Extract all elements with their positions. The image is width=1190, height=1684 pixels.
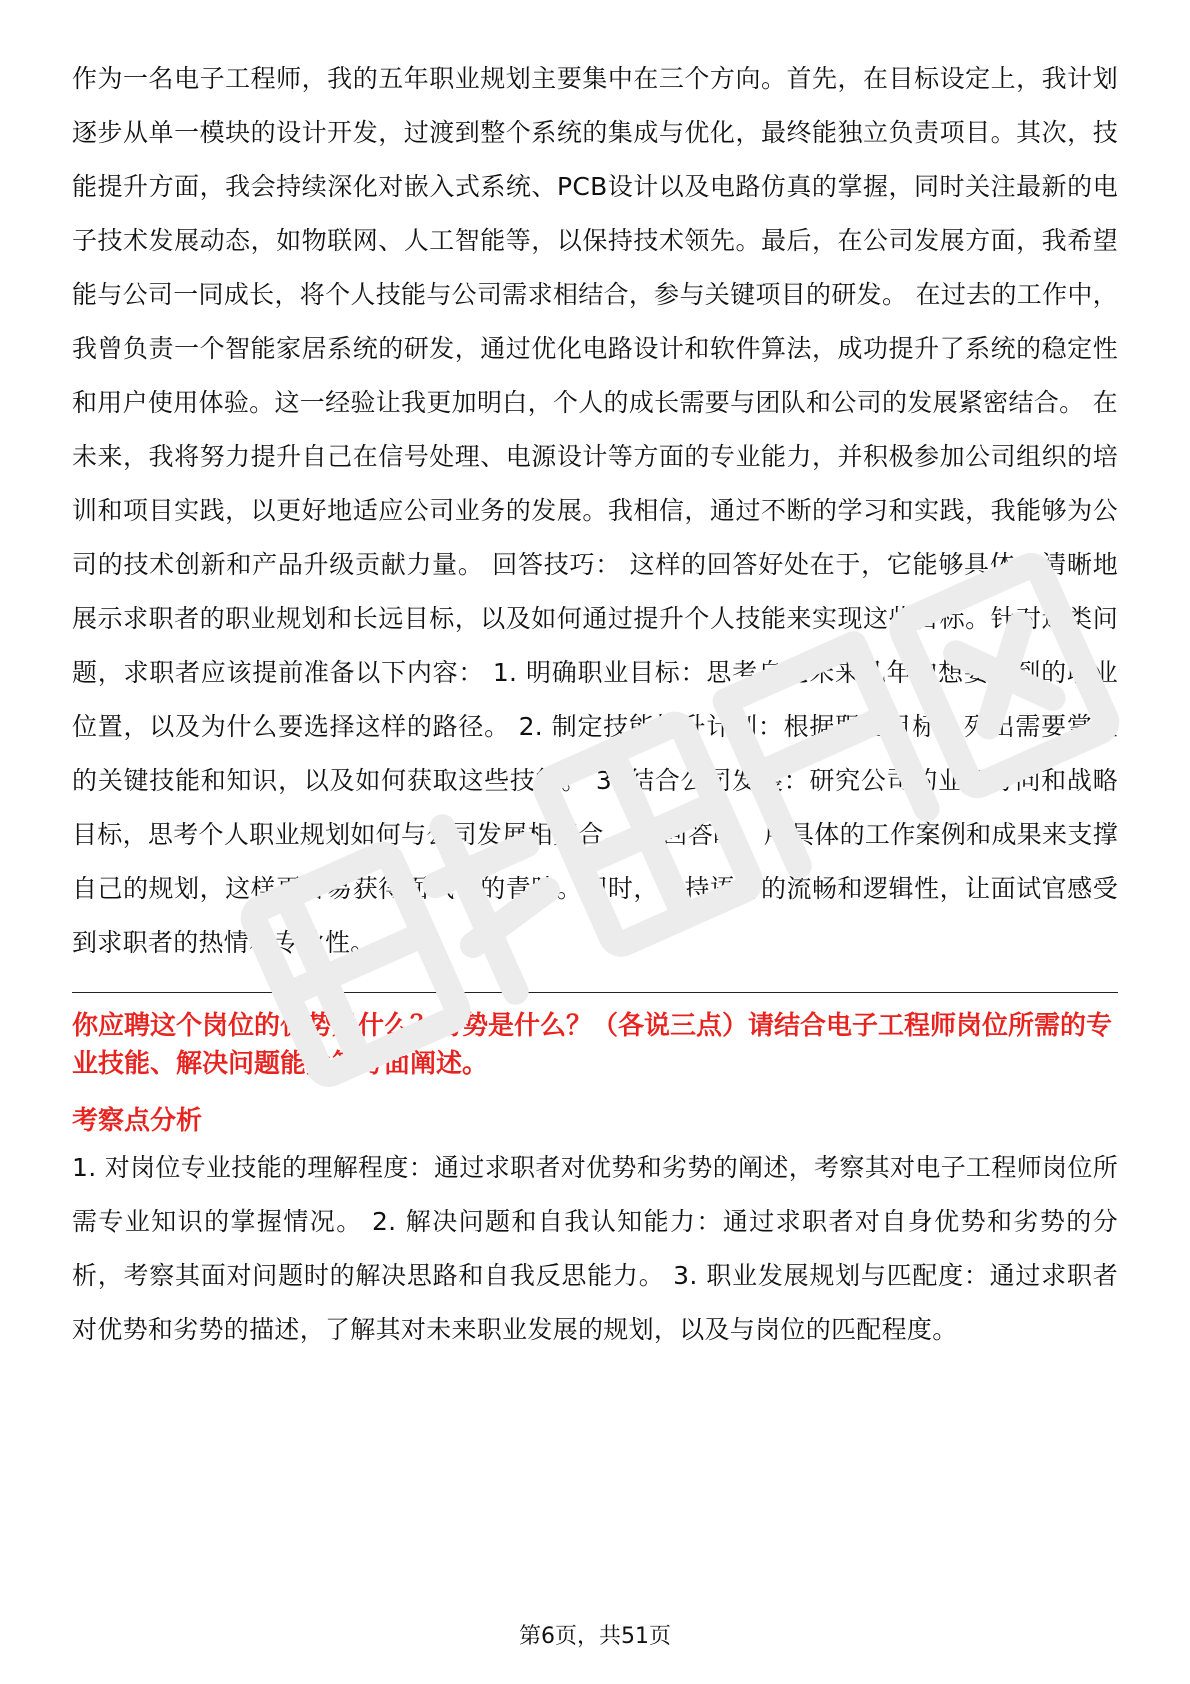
analysis-title: 考察点分析 bbox=[72, 1106, 203, 1136]
answer-paragraph: 作为一名电子工程师，我的五年职业规划主要集中在三个方向。首先，在目标设定上，我计划逐步从单一模块的设计开发，过渡到整个系统的集成与优化，最终能独立负责项目。其次，技能提升方面，我会持续深化对嵌入式系统、PCB设计以及电路仿真的掌握，同时关注最新的电子技术发展动态，如物联网、人工智能等，以保持技术领先。最后，在公司发展方面，我希望能与公司一同成长，将个人技能与公司需求相结合，参与关键项目的研发。 在过去的工作中，我曾负责一个智能家居系统的研发，通过优化电路设计和软件算法，成功提升了系统的稳定性和用户使用体验。这一经验让我更加明白，个人的成长需要与团队和公司的发展紧密结合。 在未来，我将努力提升自己在信号处理、电源设计等方面的专业能力，并积极参加公司组织的培训和项目实践，以更好地适应公司业务的发展。我相信，通过不断的学习和实践，我能够为公司的技术创新和产品升级贡献力量。 回答技巧： 这样的回答好处在于，它能够具体、清晰地展示求职者的职业规划和长远目标，以及如何通过提升个人技能来实现这些目标。针对这类问题，求职者应该提前准备以下内容： 1. 明确职业目标：思考自己未来几年内想要达到的职业位置，以及为什么要选择这样的路径。 2. 制定技能提升计划：根据职业目标，列出需要掌握的关键技能和知识，以及如何获取这些技能。 3. 结合公司发展：研究公司的业务方向和战略目标，思考个人职业规划如何与公司发展相契合。 在回答时，用具体的工作案例和成果来支撑自己的规划，这样更容易获得面试官的青睐。同时，保持语言的流畅和逻辑性，让面试官感受到求职者的热情和专业性。 bbox=[72, 64, 1118, 957]
document-body bbox=[72, 52, 1118, 1357]
section-divider bbox=[72, 992, 1118, 993]
page-number: 第6页，共51页 bbox=[519, 1624, 671, 1649]
analysis-paragraph: 1. 对岗位专业技能的理解程度：通过求职者对优势和劣势的阐述，考察其对电子工程师岗位所需专业知识的掌握情况。 2. 解决问题和自我认知能力：通过求职者对自身优势和劣势的分析，考察其面对问题时的解决思路和自我反思能力。 3. 职业发展规划与匹配度：通过求职者对优势和劣势的描述，了解其对未来职业发展的规划，以及与岗位的匹配程度。 bbox=[72, 1153, 1118, 1344]
question-heading: 你应聘这个岗位的优势是什么？劣势是什么？（各说三点）请结合电子工程师岗位所需的专业技能、解决问题能力等方面阐述。 bbox=[72, 1011, 1113, 1079]
